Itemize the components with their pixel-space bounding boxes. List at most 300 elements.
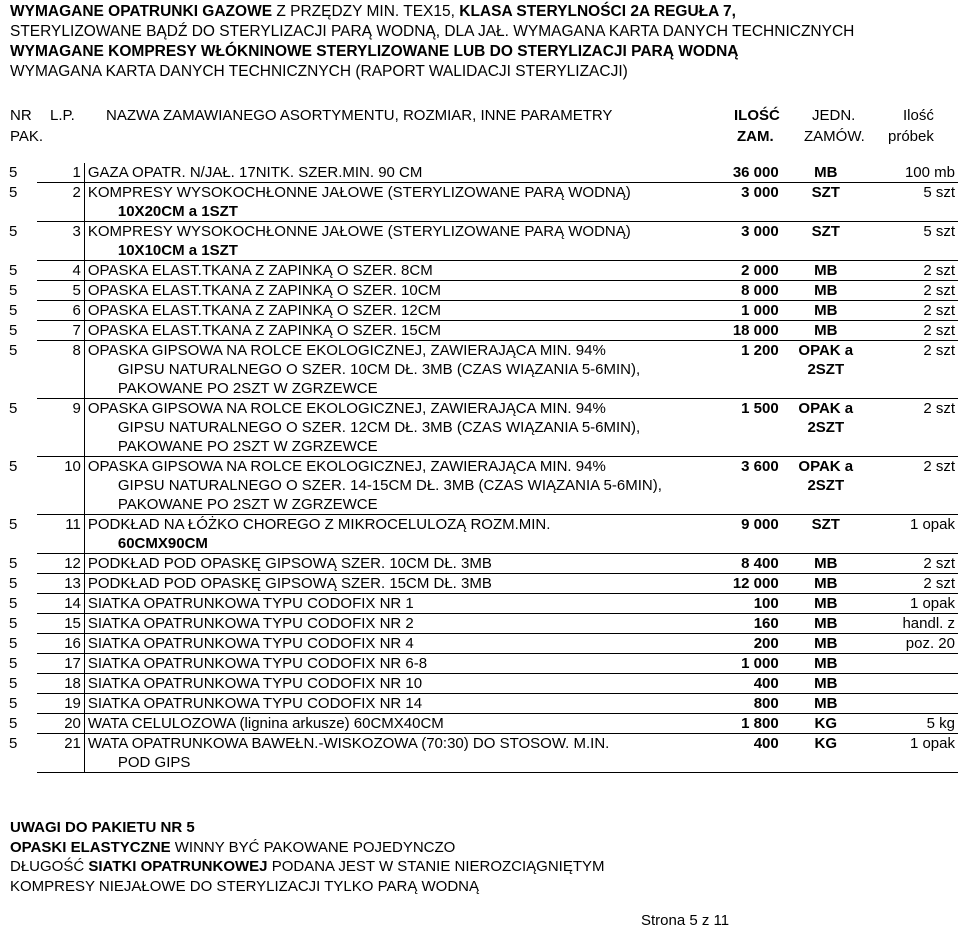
cell-pak-line: 5 xyxy=(9,574,18,592)
cell-samples xyxy=(870,674,958,694)
cell-qty xyxy=(696,399,782,457)
cell-pak xyxy=(6,674,37,694)
table-row xyxy=(6,321,958,341)
cell-name-line: SIATKA OPATRUNKOWA TYPU CODOFIX NR 1 xyxy=(87,595,414,612)
cell-lp xyxy=(37,694,85,714)
cell-name-line: 60CMX90CM xyxy=(117,535,208,552)
cell-qty-line: 9 000 xyxy=(741,516,779,533)
cell-unit-line: KG xyxy=(814,715,838,732)
cell-qty-line: 1 000 xyxy=(741,655,779,672)
cell-unit xyxy=(782,261,870,281)
cell-pak-line: 5 xyxy=(9,614,18,632)
cell-lp-line: 11 xyxy=(65,516,81,533)
cell-name-line: WATA CELULOZOWA (lignina arkusze) 60CMX40CM xyxy=(87,715,444,732)
cell-pak xyxy=(6,341,37,399)
cell-lp-line: 10 xyxy=(64,458,81,475)
cell-lp-line: 1 xyxy=(72,164,81,181)
cell-lp xyxy=(37,281,85,301)
cell-pak-line: 5 xyxy=(9,261,18,279)
cell-unit-line: OPAK a xyxy=(798,400,854,417)
cell-name xyxy=(84,674,695,694)
cell-qty xyxy=(696,163,782,183)
cell-unit xyxy=(782,341,870,399)
table-row xyxy=(6,574,958,594)
cell-samples xyxy=(870,261,958,281)
cell-unit xyxy=(782,321,870,341)
table-row xyxy=(6,594,958,614)
cell-pak-line: 5 xyxy=(9,594,18,612)
cell-pak xyxy=(6,574,37,594)
cell-lp xyxy=(37,515,85,554)
cell-unit-line: MB xyxy=(814,322,838,339)
cell-qty xyxy=(696,261,782,281)
table-row xyxy=(6,163,958,183)
cell-pak-line: 5 xyxy=(9,654,18,672)
cell-pak-line: 5 xyxy=(9,164,18,181)
cell-name xyxy=(84,457,695,515)
cell-pak-line: 5 xyxy=(9,554,18,572)
cell-pak xyxy=(6,457,37,515)
cell-name xyxy=(84,594,695,614)
cell-samples-line: 2 szt xyxy=(923,302,955,319)
cell-unit-line: MB xyxy=(814,695,838,712)
cell-qty-line: 400 xyxy=(753,675,779,692)
cell-qty xyxy=(696,183,782,222)
cell-lp xyxy=(37,554,85,574)
cell-name-line: SIATKA OPATRUNKOWA TYPU CODOFIX NR 10 xyxy=(87,675,423,692)
cell-samples xyxy=(870,183,958,222)
cell-pak xyxy=(6,714,37,734)
cell-name xyxy=(84,301,695,321)
cell-qty xyxy=(696,594,782,614)
cell-lp-line: 17 xyxy=(64,655,81,672)
table-header xyxy=(0,104,960,152)
cell-name-line: OPASKA ELAST.TKANA Z ZAPINKĄ O SZER. 10CM xyxy=(87,282,442,299)
cell-lp-line: 2 xyxy=(72,184,81,201)
cell-unit xyxy=(782,222,870,261)
cell-lp-line: 6 xyxy=(72,302,81,319)
items-table xyxy=(6,163,958,773)
cell-qty xyxy=(696,674,782,694)
cell-qty xyxy=(696,301,782,321)
cell-unit xyxy=(782,654,870,674)
cell-unit xyxy=(782,301,870,321)
cell-unit-line: MB xyxy=(814,655,838,672)
cell-name xyxy=(84,515,695,554)
table-row xyxy=(6,341,958,399)
cell-name xyxy=(84,399,695,457)
cell-name xyxy=(84,281,695,301)
cell-lp xyxy=(37,574,85,594)
col-name-label: NAZWA ZAMAWIANEGO ASORTYMENTU, ROZMIAR, INNE PARAMETRY xyxy=(106,107,613,124)
cell-name xyxy=(84,654,695,674)
cell-lp-line: 15 xyxy=(64,615,81,632)
cell-qty-line: 1 800 xyxy=(741,715,779,732)
cell-pak-line: 5 xyxy=(9,222,18,240)
cell-lp-line: 7 xyxy=(72,322,81,339)
cell-unit xyxy=(782,614,870,634)
cell-qty-line: 8 000 xyxy=(741,282,779,299)
cell-samples-line: 1 opak xyxy=(909,595,955,612)
cell-unit-line: 2SZT xyxy=(807,361,845,378)
cell-unit-line: MB xyxy=(814,635,838,652)
cell-unit-line: MB xyxy=(814,302,838,319)
cell-pak xyxy=(6,554,37,574)
cell-pak xyxy=(6,734,37,773)
cell-pak xyxy=(6,614,37,634)
cell-pak-line: 5 xyxy=(9,734,18,752)
cell-name-line: OPASKA ELAST.TKANA Z ZAPINKĄ O SZER. 8CM xyxy=(87,262,433,279)
table-row xyxy=(6,634,958,654)
cell-name xyxy=(84,321,695,341)
cell-pak xyxy=(6,301,37,321)
cell-lp-line: 18 xyxy=(64,675,81,692)
cell-samples-line: handl. z xyxy=(902,615,955,632)
cell-name-line: KOMPRESY WYSOKOCHŁONNE JAŁOWE (STERYLIZOWANE PARĄ WODNĄ) xyxy=(87,184,631,201)
cell-samples-line: 1 opak xyxy=(909,735,955,752)
cell-samples xyxy=(870,457,958,515)
header-line-1: WYMAGANE OPATRUNKI GAZOWE Z PRZĘDZY MIN. TEX15, KLASA STERYLNOŚCI 2A REGUŁA 7, xyxy=(10,3,736,20)
cell-qty-line: 1 000 xyxy=(741,302,779,319)
cell-samples-line: 2 szt xyxy=(923,262,955,279)
cell-name xyxy=(84,222,695,261)
cell-samples-line: 2 szt xyxy=(923,555,955,572)
cell-unit-line: MB xyxy=(814,555,838,572)
cell-lp xyxy=(37,321,85,341)
cell-lp xyxy=(37,301,85,321)
cell-name-line: PODKŁAD POD OPASKĘ GIPSOWĄ SZER. 15CM DŁ. 3MB xyxy=(87,575,492,592)
cell-name-line: WATA OPATRUNKOWA BAWEŁN.-WISKOZOWA (70:30) DO STOSOW. M.IN. xyxy=(87,735,610,752)
cell-name-line: POD GIPS xyxy=(117,754,191,771)
cell-qty xyxy=(696,574,782,594)
cell-unit-line: SZT xyxy=(811,516,840,533)
cell-name-line: OPASKA GIPSOWA NA ROLCE EKOLOGICZNEJ, ZAWIERAJĄCA MIN. 94% xyxy=(87,342,606,359)
cell-lp-line: 9 xyxy=(72,400,81,417)
cell-samples-line: 2 szt xyxy=(923,322,955,339)
cell-name xyxy=(84,163,695,183)
cell-pak xyxy=(6,281,37,301)
cell-pak xyxy=(6,222,37,261)
table-row xyxy=(6,457,958,515)
cell-lp xyxy=(37,594,85,614)
cell-unit xyxy=(782,594,870,614)
cell-unit-line: MB xyxy=(814,262,838,279)
cell-unit-line: MB xyxy=(814,575,838,592)
cell-samples-line: poz. 20 xyxy=(905,635,955,652)
cell-unit-line: SZT xyxy=(811,184,840,201)
cell-unit-line: SZT xyxy=(811,223,840,240)
cell-samples-line: 5 kg xyxy=(926,715,955,732)
col-samples-label: Ilość xyxy=(903,107,934,124)
cell-name-line: KOMPRESY WYSOKOCHŁONNE JAŁOWE (STERYLIZOWANE PARĄ WODNĄ) xyxy=(87,223,631,240)
col-unit-label-2: ZAMÓW. xyxy=(804,128,865,145)
notes-section xyxy=(10,818,605,896)
cell-samples xyxy=(870,634,958,654)
cell-lp xyxy=(37,261,85,281)
cell-samples xyxy=(870,399,958,457)
cell-samples xyxy=(870,163,958,183)
cell-qty xyxy=(696,281,782,301)
table-row xyxy=(6,734,958,773)
cell-samples xyxy=(870,341,958,399)
cell-lp-line: 5 xyxy=(72,282,81,299)
cell-pak xyxy=(6,321,37,341)
cell-samples xyxy=(870,694,958,714)
cell-samples xyxy=(870,654,958,674)
cell-qty xyxy=(696,714,782,734)
cell-lp xyxy=(37,399,85,457)
cell-samples-line: 2 szt xyxy=(923,400,955,417)
cell-lp xyxy=(37,654,85,674)
cell-samples xyxy=(870,222,958,261)
table-row xyxy=(6,261,958,281)
cell-unit xyxy=(782,734,870,773)
cell-samples-line: 5 szt xyxy=(923,223,955,240)
table-row xyxy=(6,399,958,457)
cell-qty-line: 12 000 xyxy=(732,575,779,592)
cell-unit-line: MB xyxy=(814,164,838,181)
cell-name-line: GIPSU NATURALNEGO O SZER. 10CM DŁ. 3MB (CZAS WIĄZANIA 5-6MIN), xyxy=(117,361,641,378)
cell-qty xyxy=(696,734,782,773)
cell-pak xyxy=(6,183,37,222)
document-header xyxy=(10,2,955,82)
cell-name xyxy=(84,714,695,734)
note-3: KOMPRESY NIEJAŁOWE DO STERYLIZACJI TYLKO PARĄ WODNĄ xyxy=(10,877,479,895)
cell-name xyxy=(84,574,695,594)
cell-lp xyxy=(37,163,85,183)
header-line-4: WYMAGANA KARTA DANYCH TECHNICZNYCH (RAPORT WALIDACJI STERYLIZACJI) xyxy=(10,63,628,80)
cell-name-line: PODKŁAD POD OPASKĘ GIPSOWĄ SZER. 10CM DŁ. 3MB xyxy=(87,555,492,572)
col-nr-label: NR xyxy=(10,107,32,124)
cell-qty-line: 200 xyxy=(753,635,779,652)
cell-lp xyxy=(37,674,85,694)
header-line-3: WYMAGANE KOMPRESY WŁÓKNINOWE STERYLIZOWANE LUB DO STERYLIZACJI PARĄ WODNĄ xyxy=(10,43,739,60)
cell-qty-line: 36 000 xyxy=(732,164,779,181)
cell-unit-line: 2SZT xyxy=(807,477,845,494)
cell-name xyxy=(84,694,695,714)
cell-lp-line: 13 xyxy=(64,575,81,592)
cell-qty xyxy=(696,222,782,261)
cell-name-line: 10X20CM a 1SZT xyxy=(117,203,238,220)
cell-unit xyxy=(782,399,870,457)
cell-samples xyxy=(870,301,958,321)
cell-qty xyxy=(696,634,782,654)
cell-lp-line: 12 xyxy=(64,555,81,572)
cell-lp xyxy=(37,714,85,734)
cell-unit xyxy=(782,515,870,554)
cell-qty-line: 100 xyxy=(753,595,779,612)
cell-samples xyxy=(870,574,958,594)
cell-samples xyxy=(870,515,958,554)
cell-samples xyxy=(870,281,958,301)
table-row xyxy=(6,281,958,301)
cell-samples-line: 100 mb xyxy=(904,164,955,181)
col-qty-label: ILOŚĆ xyxy=(734,107,780,124)
cell-qty-line: 3 000 xyxy=(741,184,779,201)
cell-samples-line: 1 opak xyxy=(909,516,955,533)
col-unit-label: JEDN. xyxy=(812,107,856,124)
header-line-2: STERYLIZOWANE BĄDŹ DO STERYLIZACJI PARĄ WODNĄ, DLA JAŁ. WYMAGANA KARTA DANYCH TECHNICZNYCH xyxy=(10,23,855,40)
cell-samples-line: 2 szt xyxy=(923,458,955,475)
cell-pak xyxy=(6,515,37,554)
cell-name-line: PODKŁAD NA ŁÓŻKO CHOREGO Z MIKROCELULOZĄ ROZM.MIN. xyxy=(87,516,551,533)
col-qty-label-2: ZAM. xyxy=(737,128,774,145)
cell-unit xyxy=(782,163,870,183)
cell-pak xyxy=(6,634,37,654)
cell-name xyxy=(84,261,695,281)
cell-unit xyxy=(782,183,870,222)
cell-lp-line: 4 xyxy=(72,262,81,279)
cell-samples xyxy=(870,714,958,734)
cell-qty-line: 800 xyxy=(753,695,779,712)
cell-pak-line: 5 xyxy=(9,281,18,299)
cell-unit-line: OPAK a xyxy=(798,458,854,475)
cell-name-line: 10X10CM a 1SZT xyxy=(117,242,238,259)
cell-unit-line: OPAK a xyxy=(798,342,854,359)
cell-samples xyxy=(870,554,958,574)
cell-lp-line: 8 xyxy=(72,342,81,359)
cell-qty-line: 2 000 xyxy=(741,262,779,279)
cell-samples-line: 2 szt xyxy=(923,575,955,592)
cell-unit-line: MB xyxy=(814,615,838,632)
cell-lp-line: 16 xyxy=(64,635,81,652)
cell-lp-line: 19 xyxy=(64,695,81,712)
cell-qty xyxy=(696,654,782,674)
cell-pak xyxy=(6,654,37,674)
cell-qty-line: 8 400 xyxy=(741,555,779,572)
cell-unit xyxy=(782,694,870,714)
cell-qty xyxy=(696,457,782,515)
cell-lp-line: 3 xyxy=(72,223,81,240)
cell-qty xyxy=(696,341,782,399)
cell-unit xyxy=(782,554,870,574)
table-row xyxy=(6,554,958,574)
cell-samples-line: 2 szt xyxy=(923,342,955,359)
cell-lp xyxy=(37,734,85,773)
cell-qty-line: 400 xyxy=(753,735,779,752)
cell-pak xyxy=(6,399,37,457)
table-row xyxy=(6,694,958,714)
cell-unit xyxy=(782,574,870,594)
cell-unit-line: MB xyxy=(814,595,838,612)
cell-unit-line: KG xyxy=(814,735,838,752)
cell-name xyxy=(84,183,695,222)
cell-qty xyxy=(696,554,782,574)
cell-samples xyxy=(870,734,958,773)
cell-qty-line: 1 500 xyxy=(741,400,779,417)
cell-name-line: SIATKA OPATRUNKOWA TYPU CODOFIX NR 2 xyxy=(87,615,414,632)
cell-name-line: SIATKA OPATRUNKOWA TYPU CODOFIX NR 14 xyxy=(87,695,423,712)
table-row xyxy=(6,614,958,634)
cell-name-line: OPASKA ELAST.TKANA Z ZAPINKĄ O SZER. 15CM xyxy=(87,322,442,339)
cell-samples xyxy=(870,594,958,614)
cell-pak-line: 5 xyxy=(9,399,18,417)
cell-unit-line: 2SZT xyxy=(807,419,845,436)
col-samples-label-2: próbek xyxy=(888,128,934,145)
cell-pak-line: 5 xyxy=(9,515,18,533)
note-1: OPASKI ELASTYCZNE WINNY BYĆ PAKOWANE POJEDYNCZO xyxy=(10,838,456,856)
cell-name xyxy=(84,341,695,399)
cell-pak xyxy=(6,261,37,281)
cell-qty xyxy=(696,321,782,341)
cell-pak-line: 5 xyxy=(9,634,18,652)
cell-unit xyxy=(782,281,870,301)
cell-lp-line: 20 xyxy=(64,715,81,732)
cell-name-line: SIATKA OPATRUNKOWA TYPU CODOFIX NR 6-8 xyxy=(87,655,428,672)
table-row xyxy=(6,515,958,554)
cell-name-line: PAKOWANE PO 2SZT W ZGRZEWCE xyxy=(117,438,378,455)
table-row xyxy=(6,301,958,321)
cell-unit xyxy=(782,674,870,694)
cell-pak xyxy=(6,694,37,714)
cell-pak xyxy=(6,163,37,183)
cell-pak-line: 5 xyxy=(9,183,18,201)
cell-name-line: SIATKA OPATRUNKOWA TYPU CODOFIX NR 4 xyxy=(87,635,414,652)
col-lp-label: L.P. xyxy=(50,107,75,124)
cell-name-line: PAKOWANE PO 2SZT W ZGRZEWCE xyxy=(117,380,378,397)
cell-qty-line: 3 000 xyxy=(741,223,779,240)
cell-name xyxy=(84,734,695,773)
cell-lp xyxy=(37,614,85,634)
cell-unit xyxy=(782,714,870,734)
cell-name-line: OPASKA GIPSOWA NA ROLCE EKOLOGICZNEJ, ZAWIERAJĄCA MIN. 94% xyxy=(87,400,606,417)
cell-samples-line: 5 szt xyxy=(923,184,955,201)
cell-lp xyxy=(37,634,85,654)
cell-name-line: OPASKA ELAST.TKANA Z ZAPINKĄ O SZER. 12CM xyxy=(87,302,442,319)
page-number: Strona 5 z 11 xyxy=(641,912,730,929)
table-row xyxy=(6,222,958,261)
cell-name xyxy=(84,554,695,574)
cell-name-line: PAKOWANE PO 2SZT W ZGRZEWCE xyxy=(117,496,378,513)
table-row xyxy=(6,654,958,674)
cell-unit-line: MB xyxy=(814,282,838,299)
cell-name-line: GAZA OPATR. N/JAŁ. 17NITK. SZER.MIN. 90 CM xyxy=(87,164,423,181)
cell-name-line: GIPSU NATURALNEGO O SZER. 14-15CM DŁ. 3MB (CZAS WIĄZANIA 5-6MIN), xyxy=(117,477,662,494)
cell-unit-line: MB xyxy=(814,675,838,692)
cell-qty-line: 160 xyxy=(753,615,779,632)
cell-name xyxy=(84,634,695,654)
cell-name xyxy=(84,614,695,634)
cell-lp-line: 21 xyxy=(64,735,81,752)
cell-lp xyxy=(37,222,85,261)
cell-samples xyxy=(870,614,958,634)
note-2: DŁUGOŚĆ SIATKI OPATRUNKOWEJ PODANA JEST W STANIE NIEROZCIĄGNIĘTYM xyxy=(10,858,605,875)
cell-unit xyxy=(782,634,870,654)
cell-qty-line: 3 600 xyxy=(741,458,779,475)
table-row xyxy=(6,183,958,222)
cell-qty xyxy=(696,515,782,554)
cell-pak-line: 5 xyxy=(9,714,18,732)
cell-qty-line: 18 000 xyxy=(732,322,779,339)
cell-qty xyxy=(696,614,782,634)
cell-unit xyxy=(782,457,870,515)
cell-pak xyxy=(6,594,37,614)
cell-lp xyxy=(37,457,85,515)
cell-name-line: OPASKA GIPSOWA NA ROLCE EKOLOGICZNEJ, ZAWIERAJĄCA MIN. 94% xyxy=(87,458,606,475)
cell-pak-line: 5 xyxy=(9,301,18,319)
cell-pak-line: 5 xyxy=(9,694,18,712)
cell-lp xyxy=(37,183,85,222)
table-row xyxy=(6,714,958,734)
col-pak-label: PAK. xyxy=(10,128,44,145)
notes-title: UWAGI DO PAKIETU NR 5 xyxy=(10,819,195,836)
cell-samples-line: 2 szt xyxy=(923,282,955,299)
table-row xyxy=(6,674,958,694)
cell-pak-line: 5 xyxy=(9,341,18,359)
cell-pak-line: 5 xyxy=(9,321,18,339)
cell-qty-line: 1 200 xyxy=(741,342,779,359)
cell-pak-line: 5 xyxy=(9,457,18,475)
